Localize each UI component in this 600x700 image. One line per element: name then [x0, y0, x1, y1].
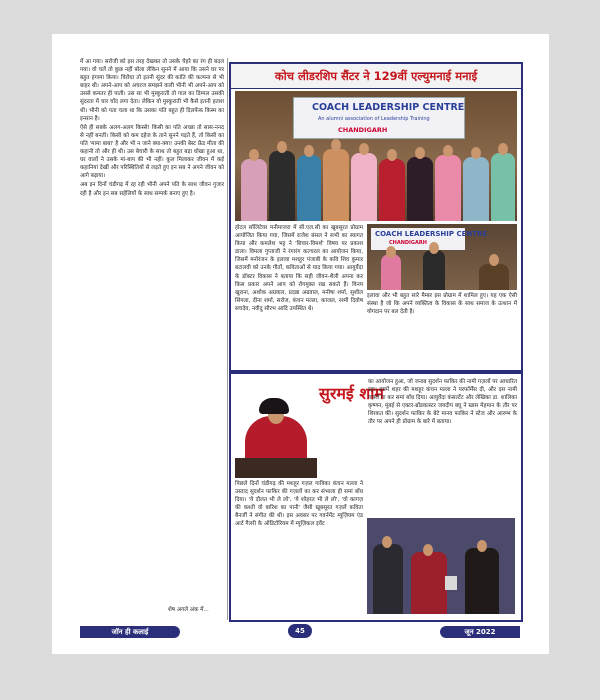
article2-body: पिछले दिनों चंडीगढ़ की मशहूर गज़ल गायिका कंचन मल्ला ने उस्ताद सुदर्शन फाकिर की गज़लों का कर संभाला ही समां बाँध दिया। 'ये दौलत भी ले लो', 'ये शोहरत भी ले लो', 'वो कागज़ की कश्ती वो बारिश का पानी' जैसी खूबसूरत गज़लें कविता बैनर्जी ने संगीत की थी। इस अवसर पर गवर्नमेंट म्यूज़ियम एंड आर्ट गैलरी के ऑडिटोरियम में म्यूज़िकल इवेंट — [235, 481, 363, 528]
article2-title: सुरमई शाम — [319, 384, 384, 403]
banner2-title: COACH LEADERSHIP CENTRE — [375, 230, 488, 238]
banner-subtitle: An alumni association of Leadership Training — [318, 116, 430, 122]
continued-note: शेष अगले अंक में... — [168, 607, 209, 613]
photo-banner — [293, 97, 465, 139]
group-photo — [235, 91, 517, 221]
article-body-right: इलावा और भी बहुत सारे मैम्बर इस प्रोग्राम में शामिल हुए। यह एक ऐसी संस्था है जो कि अपने व्यक्तित्व के विकास के साथ समाज के उत्थान में योगदान पर बल देती है। — [367, 293, 517, 316]
left-column-story — [80, 58, 224, 618]
article-body-text: होटल सॉलिटेयर मनीमाजरा में सी.एल.सी का खूबसूरत प्रोग्राम आयोजित किया गया, जिसमें राजेश बंसल ने सभी का स्वागत किया और कमलेश भट्ट ने 'बिचार-विमर्श' विषय पर प्रकाश डाला। विमला गुप्ताजी ने रंगारंग कल्चरल का आयोजन किया, जिसमें मनोरंजन के इलावा मशहूर पंजाबी के कवि शिव कुमार बटालवी को उनके गीतों, कविताओं से याद किया गया। आयुर्वेदा के डॉक्टर विकास ने बताया कि सही जीवन-शैली अपना कर किस प्रकार अपने आप को रोगमुक्त रख सकते हैं। विनय खुराना, अशोक अग्रवाल, प्रदन्ना अग्रवाल, मनीषा शर्मा, सुशील सिंगला, दीना शर्मा, सरोज, कंचन मल्ला, काजल, रश्मी दिवोष सचदेव, नवीदु सौरभ आदि उपस्थित थे। — [235, 225, 363, 312]
story-paragraph: ऐसे ही सबके अलग-अलग किस्से! किसी का पति अच्छा तो सास-ननद से नहीं बनती। किसी को कम दहेज के ताने सुनने पड़ते हैं, तो किसी का पति 'मामा बाबा' है और भी न जाने क्या-क्या! उनकी बेस्ट फ्रेंड मीता की कहानी तो और ही थी। उस बेचारी के साथ तो बहुत बड़ा धोखा हुआ था, घर वालों ने उसके मां-बाप की भी नहीं। कुल मिलाकर जीवन में कई कहानियां देखीं और परिस्थितियों से लड़ते हुए इन सब ने अपने जीवन को आगे बढ़ाया। — [80, 124, 224, 180]
magazine-name: जॉन ही कलाई — [80, 626, 180, 638]
surmai-shaam-article — [229, 372, 523, 622]
banner2-place: CHANDIGARH — [389, 240, 427, 246]
banner-place: CHANDIGARH — [338, 126, 388, 134]
coach-leadership-article — [229, 62, 523, 372]
banner-title: COACH LEADERSHIP CENTRE — [312, 102, 465, 113]
article-title: कोच लीडरशिप सैंटर ने 129वीं एल्युमनाई मनाई — [231, 64, 521, 89]
story-paragraph: अब इन दिनों चंडीगढ़ में रह रही भीनी अपने पति के साथ जीवन गुजार रही है और इन सब सहेलियों के साथ सम्पर्क बनाए हुए है। — [80, 182, 224, 197]
story-paragraph: में आ गया। सरोजी को इस तरह देखकर तो उसके चेहरे का रंग ही बदल गया। वो चलें तो कुछ नहीं बोला लेकिन सुनने में आया कि उसने घर पर बहुत हंगामा किया। विरोधा तो इतनी सुंदर की कांति की कल्पना से भी बाहर थी। अपने-आप को अचरज समझने वाली भीनी भी अपने-आप को उससे कमतर ही पाती। उस सा भी मुस्कुराती तो गाल का डिम्पल उसकी सुंदरता में चार चाँद लगा देता। लेकिन वो मुस्कुराती भी कैसे इतनी हताश थी। भीनी को पता चला था कि उसका पति बहुत ही दिलफेंक किस्म का इन्सान है। — [80, 59, 224, 122]
column-divider — [227, 58, 228, 620]
article2-body-right: का आयोजन हुआ, जो जनाब सुदर्शन फाकिर की नामी गज़लों पर आधारित रहा। इसमें शहर की मशहूर कंचन मल्ला ने परफॉर्मेंस दी, और दस नामी गज़लें गा कर समां बाँध दिया। आयुर्वेदा कंसल्टेंट और लेखिका डा. शालिका कृष्णन, मुंबई से एक्टर-ब्रॉडकास्टर जयदीप बघू ने खास मेहमान के तौर पर शिरकत की। सुदर्शन फाकिर के बेटे मानव फाकिर ने स्टेज और आरम्भ के तौर पर अपने ही प्रोग्राम के बारे में बताया। — [368, 379, 518, 426]
singer-photo — [235, 378, 384, 478]
felicitation-photo — [367, 518, 515, 614]
issue-date: जून 2022 — [440, 626, 520, 638]
stage-photo — [367, 224, 517, 290]
page-number: 45 — [288, 624, 312, 638]
photo2-banner — [371, 228, 488, 250]
